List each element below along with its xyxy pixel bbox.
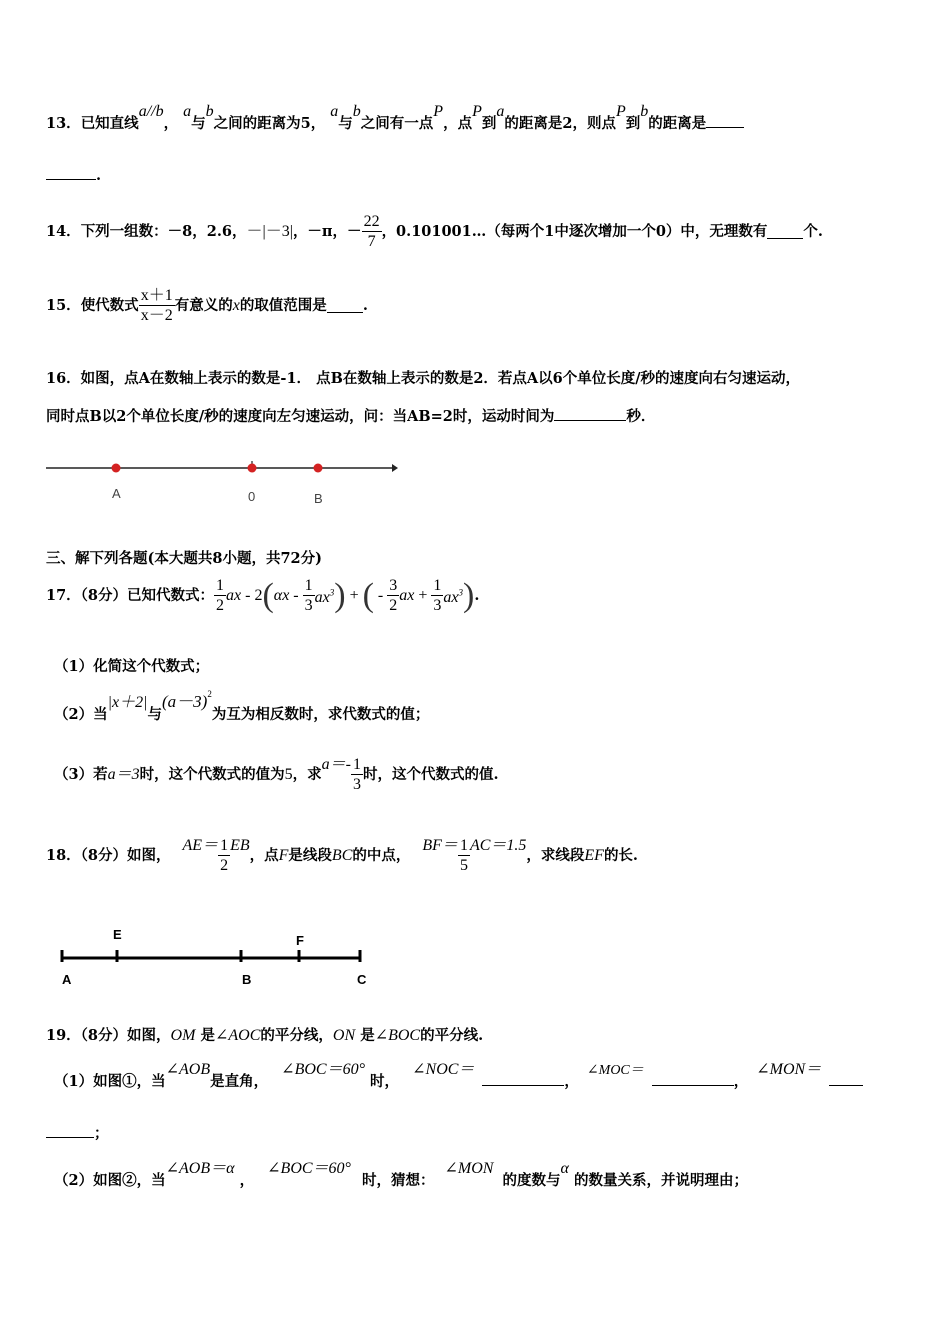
q15-line xyxy=(46,286,368,325)
q17-expression: αx xyxy=(273,587,290,604)
q19-math: ∠AOB xyxy=(165,1061,211,1078)
answer-blank[interactable] xyxy=(706,113,744,128)
q17-expression: ) xyxy=(463,577,475,614)
fraction-denominator: 3 xyxy=(352,776,361,793)
q17-text: 与 xyxy=(147,706,162,723)
q17-text: 为互为相反数时，求代数式的值； xyxy=(211,706,430,723)
fraction-denominator: 2 xyxy=(216,597,225,614)
q19-math: ∠AOC xyxy=(214,1027,261,1044)
q14-text: ，－π，－ xyxy=(292,223,362,240)
q17-expression: - xyxy=(373,587,388,604)
q13-text: ， xyxy=(163,115,179,132)
fraction-denominator: 2 xyxy=(220,857,229,874)
q17-expression xyxy=(431,576,443,615)
q17-part2 xyxy=(54,689,430,724)
q17-expression: ax xyxy=(399,587,415,604)
q17-expression: ax xyxy=(226,587,242,604)
q17-expression: + xyxy=(414,587,432,604)
q13-text: 之间的距离为5， xyxy=(213,115,326,132)
q13-end: . xyxy=(96,167,102,184)
q19-part1-cont xyxy=(46,1122,109,1143)
q13-math: P xyxy=(472,103,482,120)
q15-number: 15． xyxy=(46,297,81,314)
q13-math: a xyxy=(330,103,339,120)
point-o-dot xyxy=(248,464,257,473)
q13-math: b xyxy=(352,103,361,120)
fraction-denominator: 2 xyxy=(389,597,398,614)
q15-text: 的取值范围是 xyxy=(239,297,327,314)
q19-math: ∠MON＝ xyxy=(756,1061,822,1078)
q19-math: α xyxy=(560,1160,569,1177)
q15-text: 有意义的 xyxy=(174,297,233,314)
q15-fraction xyxy=(139,286,175,325)
q19-text: 的平分线， xyxy=(260,1027,333,1044)
q18-math: BF＝ xyxy=(422,837,458,854)
q19-sep: ， xyxy=(733,1073,749,1090)
fraction-numerator: 22 xyxy=(363,213,380,230)
q17-text: 时，这个代数式的值为 xyxy=(139,766,285,783)
q13-text: 之间有一点 xyxy=(360,115,434,132)
q17-part1: （1）化简这个代数式； xyxy=(54,658,210,675)
q19-text: 19．（8分）如图， xyxy=(46,1027,171,1044)
q19-text: （2）如图②，当 xyxy=(54,1172,166,1189)
fraction-denominator: 3 xyxy=(304,597,313,614)
fraction-numerator: 1 xyxy=(433,577,442,594)
q19-text: 的数量关系，并说明理由； xyxy=(574,1172,749,1189)
answer-blank[interactable] xyxy=(46,165,96,180)
fraction-denominator: 5 xyxy=(459,857,468,874)
fraction-numerator: 3 xyxy=(389,577,398,594)
q18-fraction xyxy=(218,836,230,875)
q19-text: 的度数与 xyxy=(502,1172,561,1189)
q18-text: ，求线段 xyxy=(526,847,585,864)
q18-text: 是线段 xyxy=(288,847,332,864)
q18-math: AE＝ xyxy=(182,837,219,854)
q13-math: b xyxy=(205,103,214,120)
fraction-numerator: 1 xyxy=(459,837,468,854)
q17-expression: + xyxy=(345,587,363,604)
q13-text: 与 xyxy=(338,115,353,132)
answer-blank[interactable] xyxy=(829,1071,863,1086)
fraction-denominator: 3 xyxy=(433,597,442,614)
fraction-numerator: 1 xyxy=(352,756,361,773)
q13-line xyxy=(46,103,744,133)
q19-text: 是 xyxy=(360,1027,375,1044)
fraction-denominator: 7 xyxy=(367,233,376,250)
q14-number: 14． xyxy=(46,223,81,240)
q17-expression: ( xyxy=(362,577,374,614)
q19-line xyxy=(46,1024,483,1045)
q17-expression: - 2 xyxy=(241,587,263,604)
q13-text: ，点 xyxy=(443,115,473,132)
point-a-dot xyxy=(112,464,121,473)
q17-text: （2）当 xyxy=(54,706,108,723)
q17-text: ，求 xyxy=(292,766,322,783)
label-e: E xyxy=(113,927,122,942)
q17-text: （3）若 xyxy=(54,766,108,783)
q17-text: 时，这个代数式的值. xyxy=(362,766,499,783)
label-f: F xyxy=(296,933,304,948)
arrow-head xyxy=(392,464,398,472)
q17-line xyxy=(46,576,479,615)
q19-math: OM xyxy=(170,1027,196,1044)
q13-math: b xyxy=(640,103,649,120)
segment-figure xyxy=(55,922,385,992)
q17-square: (a－3) xyxy=(162,692,208,711)
fraction-denominator: x－2 xyxy=(140,307,173,324)
answer-blank[interactable] xyxy=(46,1123,94,1138)
answer-blank[interactable] xyxy=(554,406,626,421)
q18-number: 18．（8分）如图， xyxy=(46,847,171,864)
q17-expression xyxy=(303,576,315,615)
q13-number: 13． xyxy=(46,115,81,132)
label-b: B xyxy=(242,972,252,987)
q14-text: 下列一组数：－8，2.6， xyxy=(80,223,247,240)
q19-semi: ； xyxy=(94,1125,109,1142)
fraction-numerator: 1 xyxy=(220,837,229,854)
q13-math: a xyxy=(496,103,505,120)
q19-text: 是直角， xyxy=(210,1073,269,1090)
q15-var: x xyxy=(232,297,240,314)
q19-sep: ， xyxy=(564,1073,579,1090)
label-a: A xyxy=(62,972,72,987)
q18-math: EF xyxy=(584,847,604,864)
label-b: B xyxy=(314,491,323,506)
q17-math: a＝3 xyxy=(107,766,140,783)
q19-math: ∠NOC＝ xyxy=(412,1061,475,1078)
q14-text: ，0.101001…（每两个1中逐次增加一个0）中，无理数有 xyxy=(381,223,768,240)
q17-expression: $ax^3$ xyxy=(314,587,335,607)
q19-text: 时，猜想： xyxy=(362,1172,435,1189)
q16-line1: 16．如图，点A在数轴上表示的数是-1． 点B在数轴上表示的数是2．若点A以6个单位长度/秒的速度向右匀速运动， xyxy=(46,370,801,387)
q13-math: a//b xyxy=(138,103,164,120)
q14-abs: －|－3| xyxy=(246,223,293,240)
q19-math: ∠AOB＝α xyxy=(165,1160,235,1177)
q18-text: 的长. xyxy=(603,847,638,864)
point-b-dot xyxy=(314,464,323,473)
q16-line2 xyxy=(46,405,655,426)
q16-text: 同时点B以2个单位长度/秒的速度向左匀速运动，问：当AB=2时，运动时间为 xyxy=(46,408,555,425)
q19-math: ∠MOC＝ xyxy=(586,1063,644,1078)
q14-text: 个. xyxy=(803,223,823,240)
q17-expression: ( xyxy=(262,577,274,614)
q13-math: P xyxy=(615,103,626,120)
q19-math: ∠MON xyxy=(444,1160,494,1177)
q19-text: 的平分线. xyxy=(420,1027,484,1044)
q17-expression: ) xyxy=(334,577,346,614)
q17-expression: - xyxy=(289,587,303,604)
q18-fraction xyxy=(458,836,470,875)
label-c: C xyxy=(357,972,367,987)
fraction-numerator: 1 xyxy=(216,577,225,594)
q17-expression: $ax^3$ xyxy=(443,587,463,607)
q14-line xyxy=(46,212,823,251)
label-a: A xyxy=(112,486,121,501)
q13-text: 与 xyxy=(191,115,206,132)
q17-exponent: 2 xyxy=(207,689,212,699)
q15-text: 使代数式 xyxy=(80,297,139,314)
section-heading: 三、解下列各题(本大题共8小题，共72分) xyxy=(46,550,322,567)
fraction-numerator: 1 xyxy=(304,577,313,594)
q13-text: 到 xyxy=(481,115,497,132)
q13-text: 的距离是 xyxy=(648,115,707,132)
q19-text: 时， xyxy=(370,1073,400,1090)
answer-blank[interactable] xyxy=(652,1071,734,1086)
q17-expression xyxy=(214,576,226,615)
q17-math: a＝- xyxy=(321,756,351,773)
q19-math: ∠BOC＝60° xyxy=(267,1160,351,1177)
q18-line xyxy=(46,836,638,875)
q17-fraction xyxy=(351,755,363,794)
q19-math: ∠BOC xyxy=(374,1027,421,1044)
q18-math: EB xyxy=(230,837,250,854)
q19-text: ， xyxy=(239,1172,255,1189)
q15-end: . xyxy=(362,297,368,314)
q19-math: ON xyxy=(332,1027,356,1044)
answer-blank[interactable] xyxy=(327,298,363,313)
answer-blank[interactable] xyxy=(767,224,803,239)
q18-text: ，点 xyxy=(249,847,279,864)
q17-part3 xyxy=(54,755,499,794)
q13-text: 到 xyxy=(625,115,641,132)
q19-math: ∠BOC＝60° xyxy=(281,1061,365,1078)
q18-math: BC xyxy=(331,847,353,864)
q17-abs: |x＋2| xyxy=(107,694,148,711)
q19-text: 是 xyxy=(200,1027,215,1044)
q13-text: 已知直线 xyxy=(80,115,139,132)
q18-math: F xyxy=(278,847,289,864)
q17-end: . xyxy=(474,587,480,604)
answer-blank[interactable] xyxy=(482,1071,564,1086)
q13-math: a xyxy=(183,103,192,120)
q19-part2 xyxy=(54,1160,749,1190)
label-o: 0 xyxy=(248,489,256,504)
q17-number: 17．（8分）已知代数式： xyxy=(46,587,215,604)
q19-part1 xyxy=(54,1061,863,1091)
q17-expression xyxy=(387,576,399,615)
q19-text: （1）如图①，当 xyxy=(54,1073,166,1090)
q13-math: P xyxy=(433,103,444,120)
q18-math: AC＝1.5 xyxy=(469,837,527,854)
q13-line2 xyxy=(46,165,101,184)
q18-text: 的中点， xyxy=(352,847,411,864)
q16-text: 秒． xyxy=(626,408,656,425)
q17-value: 5 xyxy=(284,766,293,783)
number-line-figure xyxy=(40,455,410,515)
q13-text: 的距离是2，则点 xyxy=(504,115,616,132)
q14-fraction xyxy=(362,212,382,251)
fraction-numerator: x＋1 xyxy=(140,287,173,304)
